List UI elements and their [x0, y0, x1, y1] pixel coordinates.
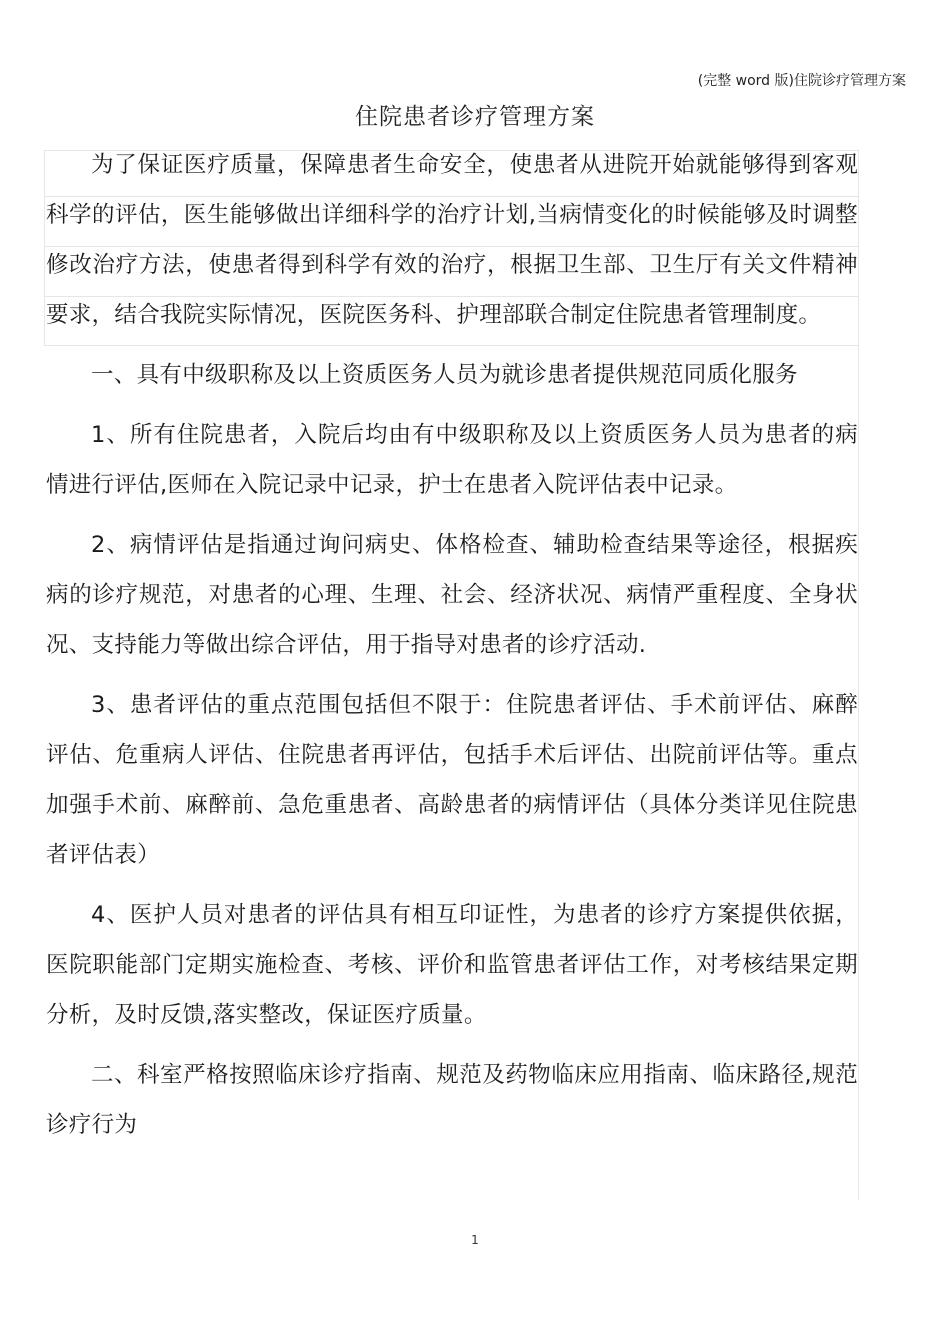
document-title: 住院患者诊疗管理方案	[355, 104, 595, 130]
section-heading-2: 二、科室严格按照临床诊疗指南、规范及药物临床应用指南、临床路径,规范诊疗行为	[46, 1062, 858, 1138]
paragraph-item-1: 1、所有住院患者，入院后均由有中级职称及以上资质医务人员为患者的病情进行评估,医师在入院记录中记录，护士在患者入院评估表中记录。	[46, 422, 858, 498]
running-header: (完整 word 版)住院诊疗管理方案	[697, 73, 906, 89]
page-frame-line	[858, 150, 859, 1200]
page-frame-line	[44, 150, 45, 345]
section-heading-1: 一、具有中级职称及以上资质医务人员为就诊患者提供规范同质化服务	[91, 362, 798, 388]
paragraph-item-3: 3、患者评估的重点范围包括但不限于：住院患者评估、手术前评估、麻醉评估、危重病人评估、住院患者再评估，包括手术后评估、出院前评估等。重点加强手术前、麻醉前、急危重患者、高龄患者的病情评估（具体分类详见住院患者评估表）	[46, 692, 858, 868]
document-body	[46, 140, 858, 1150]
paragraph-intro: 为了保证医疗质量，保障患者生命安全，使患者从进院开始就能够得到客观科学的评估，医生能够做出详细科学的治疗计划,当病情变化的时候能够及时调整修改治疗方法，使患者得到科学有效的治疗，根据卫生部、卫生厅有关文件精神要求，结合我院实际情况，医院医务科、护理部联合制定住院患者管理制度。	[46, 152, 858, 328]
paragraph-item-2: 2、病情评估是指通过询问病史、体格检查、辅助检查结果等途径，根据疾病的诊疗规范，对患者的心理、生理、社会、经济状况、病情严重程度、全身状况、支持能力等做出综合评估，用于指导对患者的诊疗活动.	[46, 532, 858, 658]
page-number: 1	[471, 1233, 479, 1247]
paragraph-item-4: 4、医护人员对患者的评估具有相互印证性，为患者的诊疗方案提供依据，医院职能部门定期实施检查、考核、评价和监管患者评估工作，对考核结果定期分析，及时反馈,落实整改，保证医疗质量。	[46, 902, 858, 1028]
